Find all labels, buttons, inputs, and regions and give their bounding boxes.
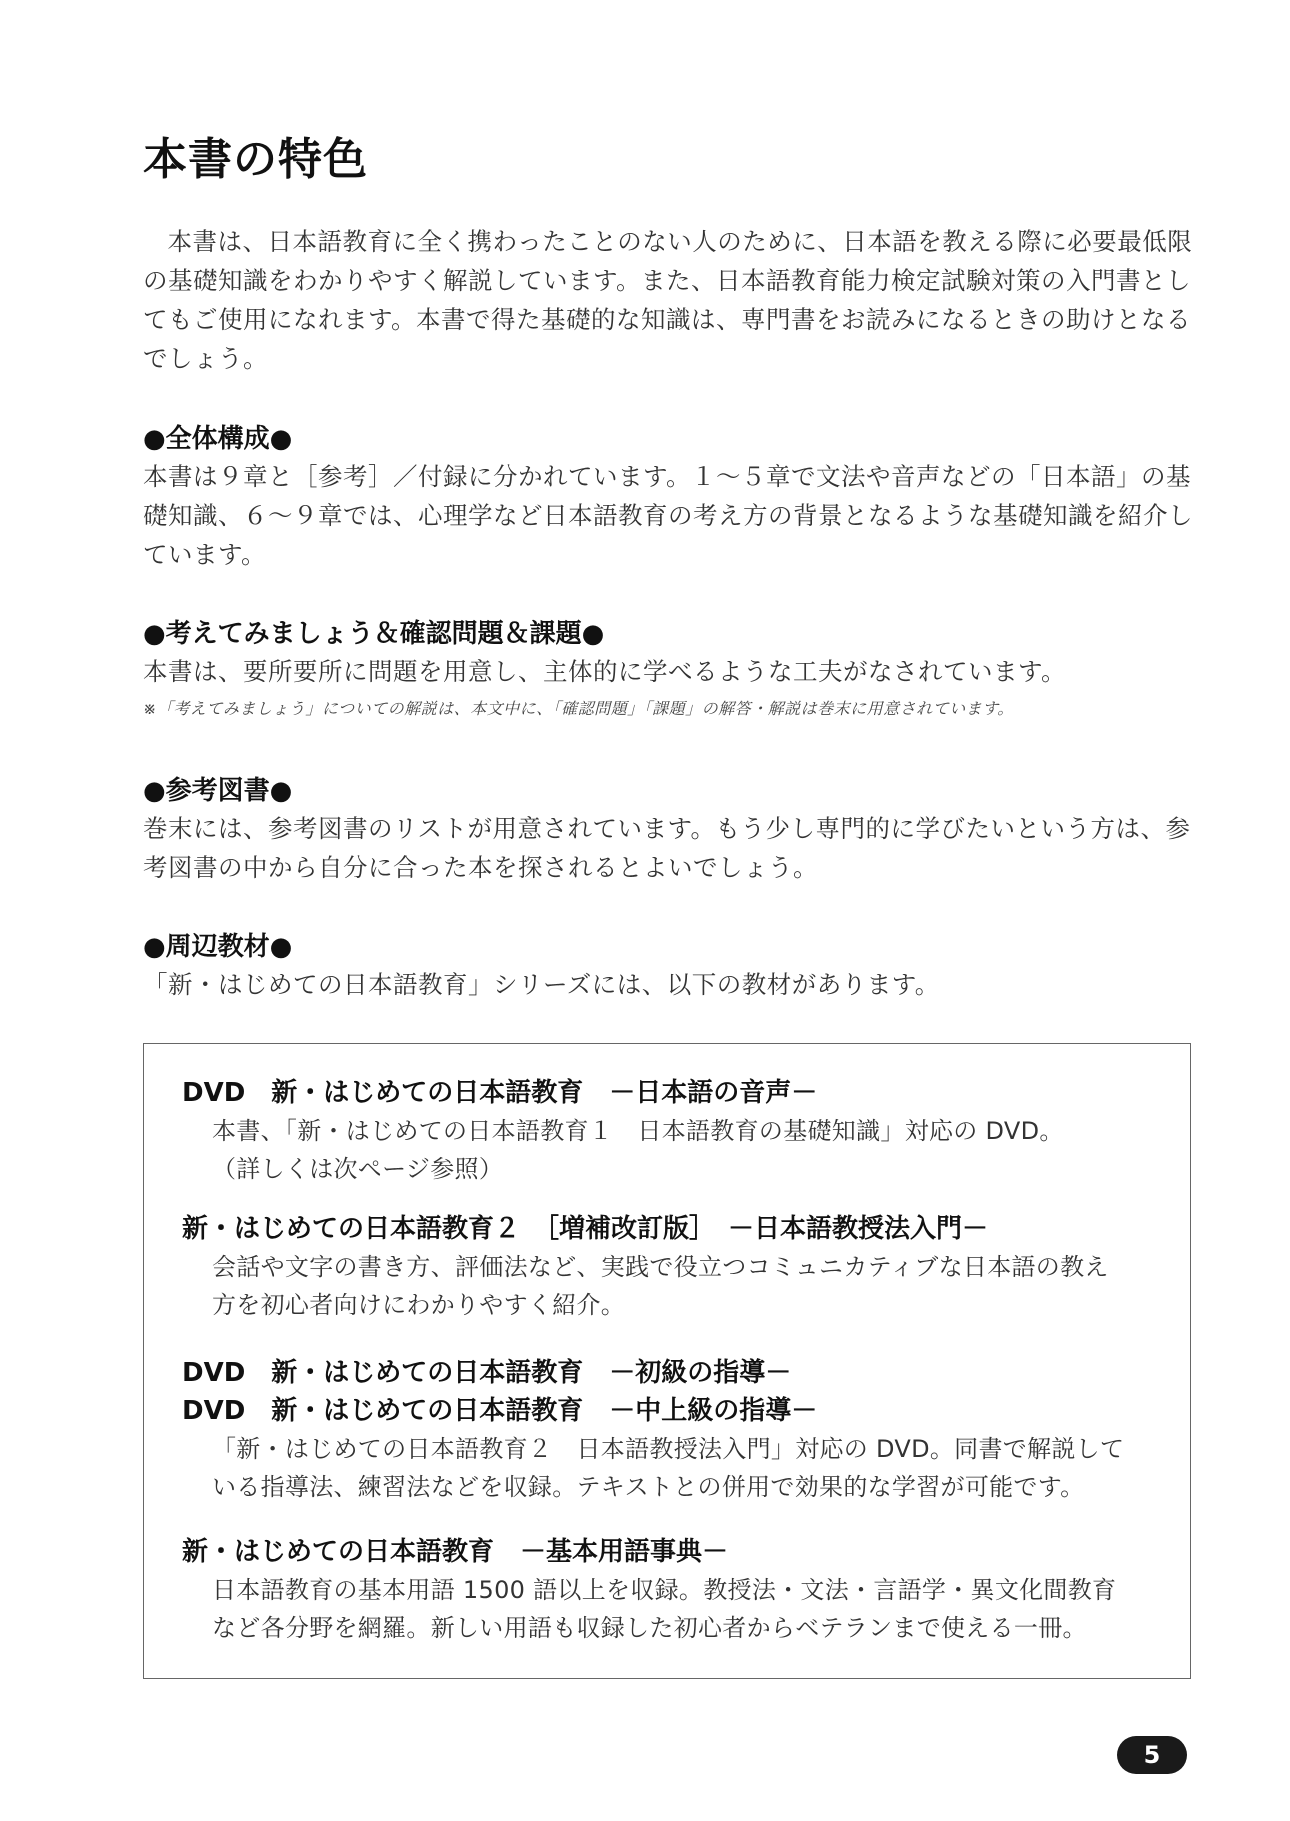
material-title: 新・はじめての日本語教育 －基本用語事典－ <box>182 1537 729 1567</box>
material-desc-line: 日本語教育の基本用語 1500 語以上を収録。教授法・文法・言語学・異文化間教育 <box>212 1576 1117 1604</box>
material-desc-line: 「新・はじめての日本語教育２ 日本語教授法入門」対応の DVD。同書で解説して <box>212 1435 1125 1463</box>
section-body: 本書は９章と［参考］／付録に分かれています。１～５章で文法や音声などの「日本語」の基礎知識、６～９章では、心理学など日本語教育の考え方の背景となるような基礎知識を紹介しています。 <box>143 462 1193 569</box>
material-desc-line: 方を初心者向けにわかりやすく紹介。 <box>212 1291 626 1319</box>
material-title: 新・はじめての日本語教育２ ［増補改訂版］ －日本語教授法入門－ <box>182 1214 989 1244</box>
section-exercises <box>143 616 1195 723</box>
material-item <box>182 1533 1162 1647</box>
section-body: 本書は、要所要所に問題を用意し、主体的に学べるような工夫がなされています。 <box>143 657 1067 686</box>
section-heading: ●全体構成● <box>143 424 293 454</box>
section-note: ※「考えてみましょう」についての解説は、本文中に、「確認問題」「課題」の解答・解説は巻末に用意されています。 <box>143 699 1014 718</box>
intro-paragraph: 本書は、日本語教育に全く携わったことのない人のために、日本語を教える際に必要最低限の基礎知識をわかりやすく解説しています。また、日本語教育能力検定試験対策の入門書としてもご使用になれます。本書で得た基礎的な知識は、専門書をお読みになるときの助けとなるでしょう。 <box>143 227 1193 373</box>
page-title: 本書の特色 <box>143 134 368 186</box>
material-desc-line: 会話や文字の書き方、評価法など、実践で役立つコミュニカティブな日本語の教え <box>212 1253 1109 1281</box>
section-heading: ●考えてみましょう＆確認問題＆課題● <box>143 619 605 649</box>
page-number: 5 <box>1117 1736 1187 1774</box>
material-desc-line: 本書、「新・はじめての日本語教育１ 日本語教育の基礎知識」対応の DVD。 <box>212 1117 1064 1145</box>
material-desc-line: など各分野を網羅。新しい用語も収録した初心者からベテランまで使える一冊。 <box>212 1614 1087 1642</box>
section-body: 「新・はじめての日本語教育」シリーズには、以下の教材があります。 <box>143 970 940 999</box>
section-heading: ●周辺教材● <box>143 932 293 962</box>
material-item <box>182 1354 1162 1506</box>
section-body: 巻末には、参考図書のリストが用意されています。もう少し専門的に学びたいという方は、参考図書の中から自分に合った本を探されるとよいでしょう。 <box>143 814 1191 882</box>
section-heading: ●参考図書● <box>143 776 293 806</box>
material-desc-line: いる指導法、練習法などを収録。テキストとの併用で効果的な学習が可能です。 <box>212 1473 1085 1501</box>
material-desc-line: （詳しくは次ページ参照） <box>212 1155 504 1183</box>
material-item <box>182 1074 1162 1188</box>
material-title: DVD 新・はじめての日本語教育 －初級の指導－ <box>182 1358 792 1388</box>
material-title: DVD 新・はじめての日本語教育 －日本語の音声－ <box>182 1078 818 1108</box>
section-references <box>143 773 1195 887</box>
material-title: DVD 新・はじめての日本語教育 －中上級の指導－ <box>182 1396 818 1426</box>
materials-box <box>143 1043 1191 1679</box>
section-materials <box>143 929 1195 1004</box>
material-item <box>182 1210 1162 1324</box>
section-structure <box>143 421 1195 574</box>
